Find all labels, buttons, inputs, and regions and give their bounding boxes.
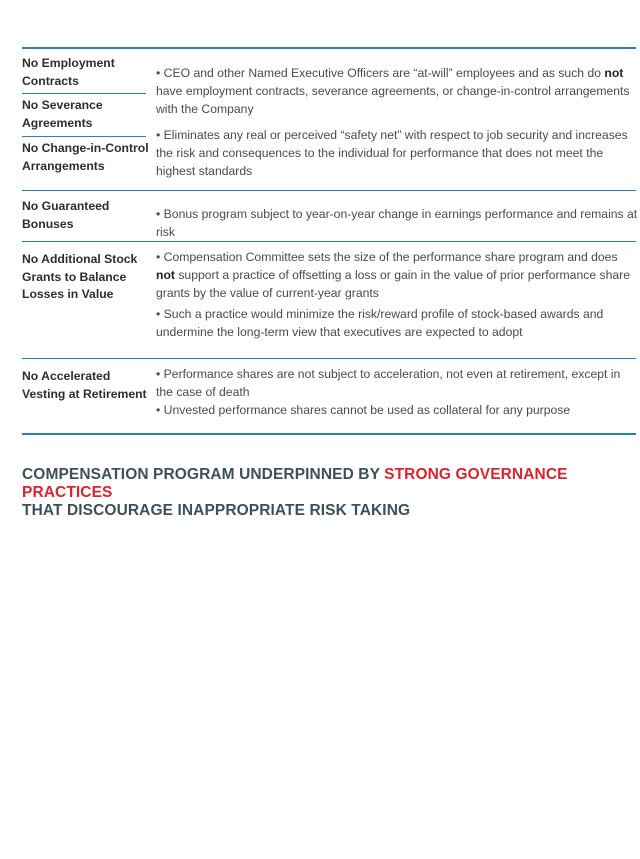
bullet-at-will: [156, 65, 638, 118]
bullet-text: CEO and other Named Executive Officers are “at-will” employees and as such do: [163, 66, 605, 80]
row-label-no-guaranteed-bonuses: No Guaranteed Bonuses: [22, 199, 110, 231]
bullet-marker: •: [156, 207, 164, 221]
bullet-no-collateral: [156, 402, 638, 420]
label-divider: [22, 93, 146, 94]
bullet-text: Such a practice would minimize the risk/reward profile of stock-based awards and undermine the long-term view that executives are expected to adopt: [156, 307, 604, 339]
bullet-text: Eliminates any real or perceived “safety net” with respect to job security and increases the risk and consequences to the individual for performance that does not meet the highest standards: [156, 128, 628, 178]
bullet-bold-text: not: [156, 267, 175, 282]
bullet-safety-net: [156, 127, 638, 180]
bullet-bold-text: not: [604, 66, 624, 80]
row-label-no-employment-contracts: No Employment Contracts: [22, 56, 115, 88]
bullet-marker: •: [156, 250, 164, 264]
bullet-bonus-program: [156, 206, 638, 242]
bullet-text: support a practice of offsetting a loss or gain in the value of prior performance share grants by the value of current-year grants: [156, 267, 630, 300]
bullet-marker: •: [156, 128, 164, 142]
row-divider: [22, 358, 636, 359]
bullet-committee-sets-size: [156, 249, 638, 302]
heading-text: COMPENSATION PROGRAM UNDERPINNED BY: [22, 466, 385, 483]
row-divider: [22, 241, 636, 242]
bullet-marker: •: [156, 403, 164, 417]
bullet-text: have employment contracts, severance agreements, or change-in-control arrangements with the Company: [156, 83, 630, 116]
row-label-no-accelerated-vesting: No Accelerated Vesting at Retirement: [22, 369, 147, 401]
label-divider: [22, 136, 146, 137]
bullet-text: Bonus program subject to year-on-year change in earnings performance and remains at risk: [156, 207, 638, 239]
bullet-marker: •: [156, 367, 164, 381]
bullet-marker: •: [156, 307, 164, 321]
bullet-text: Performance shares are not subject to acceleration, not even at retirement, except in the case of death: [156, 367, 621, 399]
section-heading: [22, 466, 632, 520]
table-bottom-rule: [22, 433, 636, 435]
heading-accent-text: STRONG GOVERNANCE PRACTICES: [22, 466, 568, 501]
bullet-text: Compensation Committee sets the size of the performance share program and does: [163, 250, 618, 264]
row-label-no-additional-stock-grants: No Additional Stock Grants to Balance Losses in Value: [22, 252, 138, 301]
heading-text: THAT DISCOURAGE INAPPROPRIATE RISK TAKING: [22, 502, 411, 519]
bullet-risk-reward: [156, 306, 638, 342]
bullet-no-acceleration: [156, 366, 638, 402]
bullet-text: Unvested performance shares cannot be used as collateral for any purpose: [163, 403, 571, 417]
table-top-rule: [22, 47, 636, 49]
row-divider: [22, 190, 636, 191]
bullet-marker: •: [156, 66, 164, 80]
row-label-no-severance-agreements: No Severance Agreements: [22, 98, 103, 130]
row-label-no-change-in-control: No Change-in-Control Arrangements: [22, 141, 149, 173]
